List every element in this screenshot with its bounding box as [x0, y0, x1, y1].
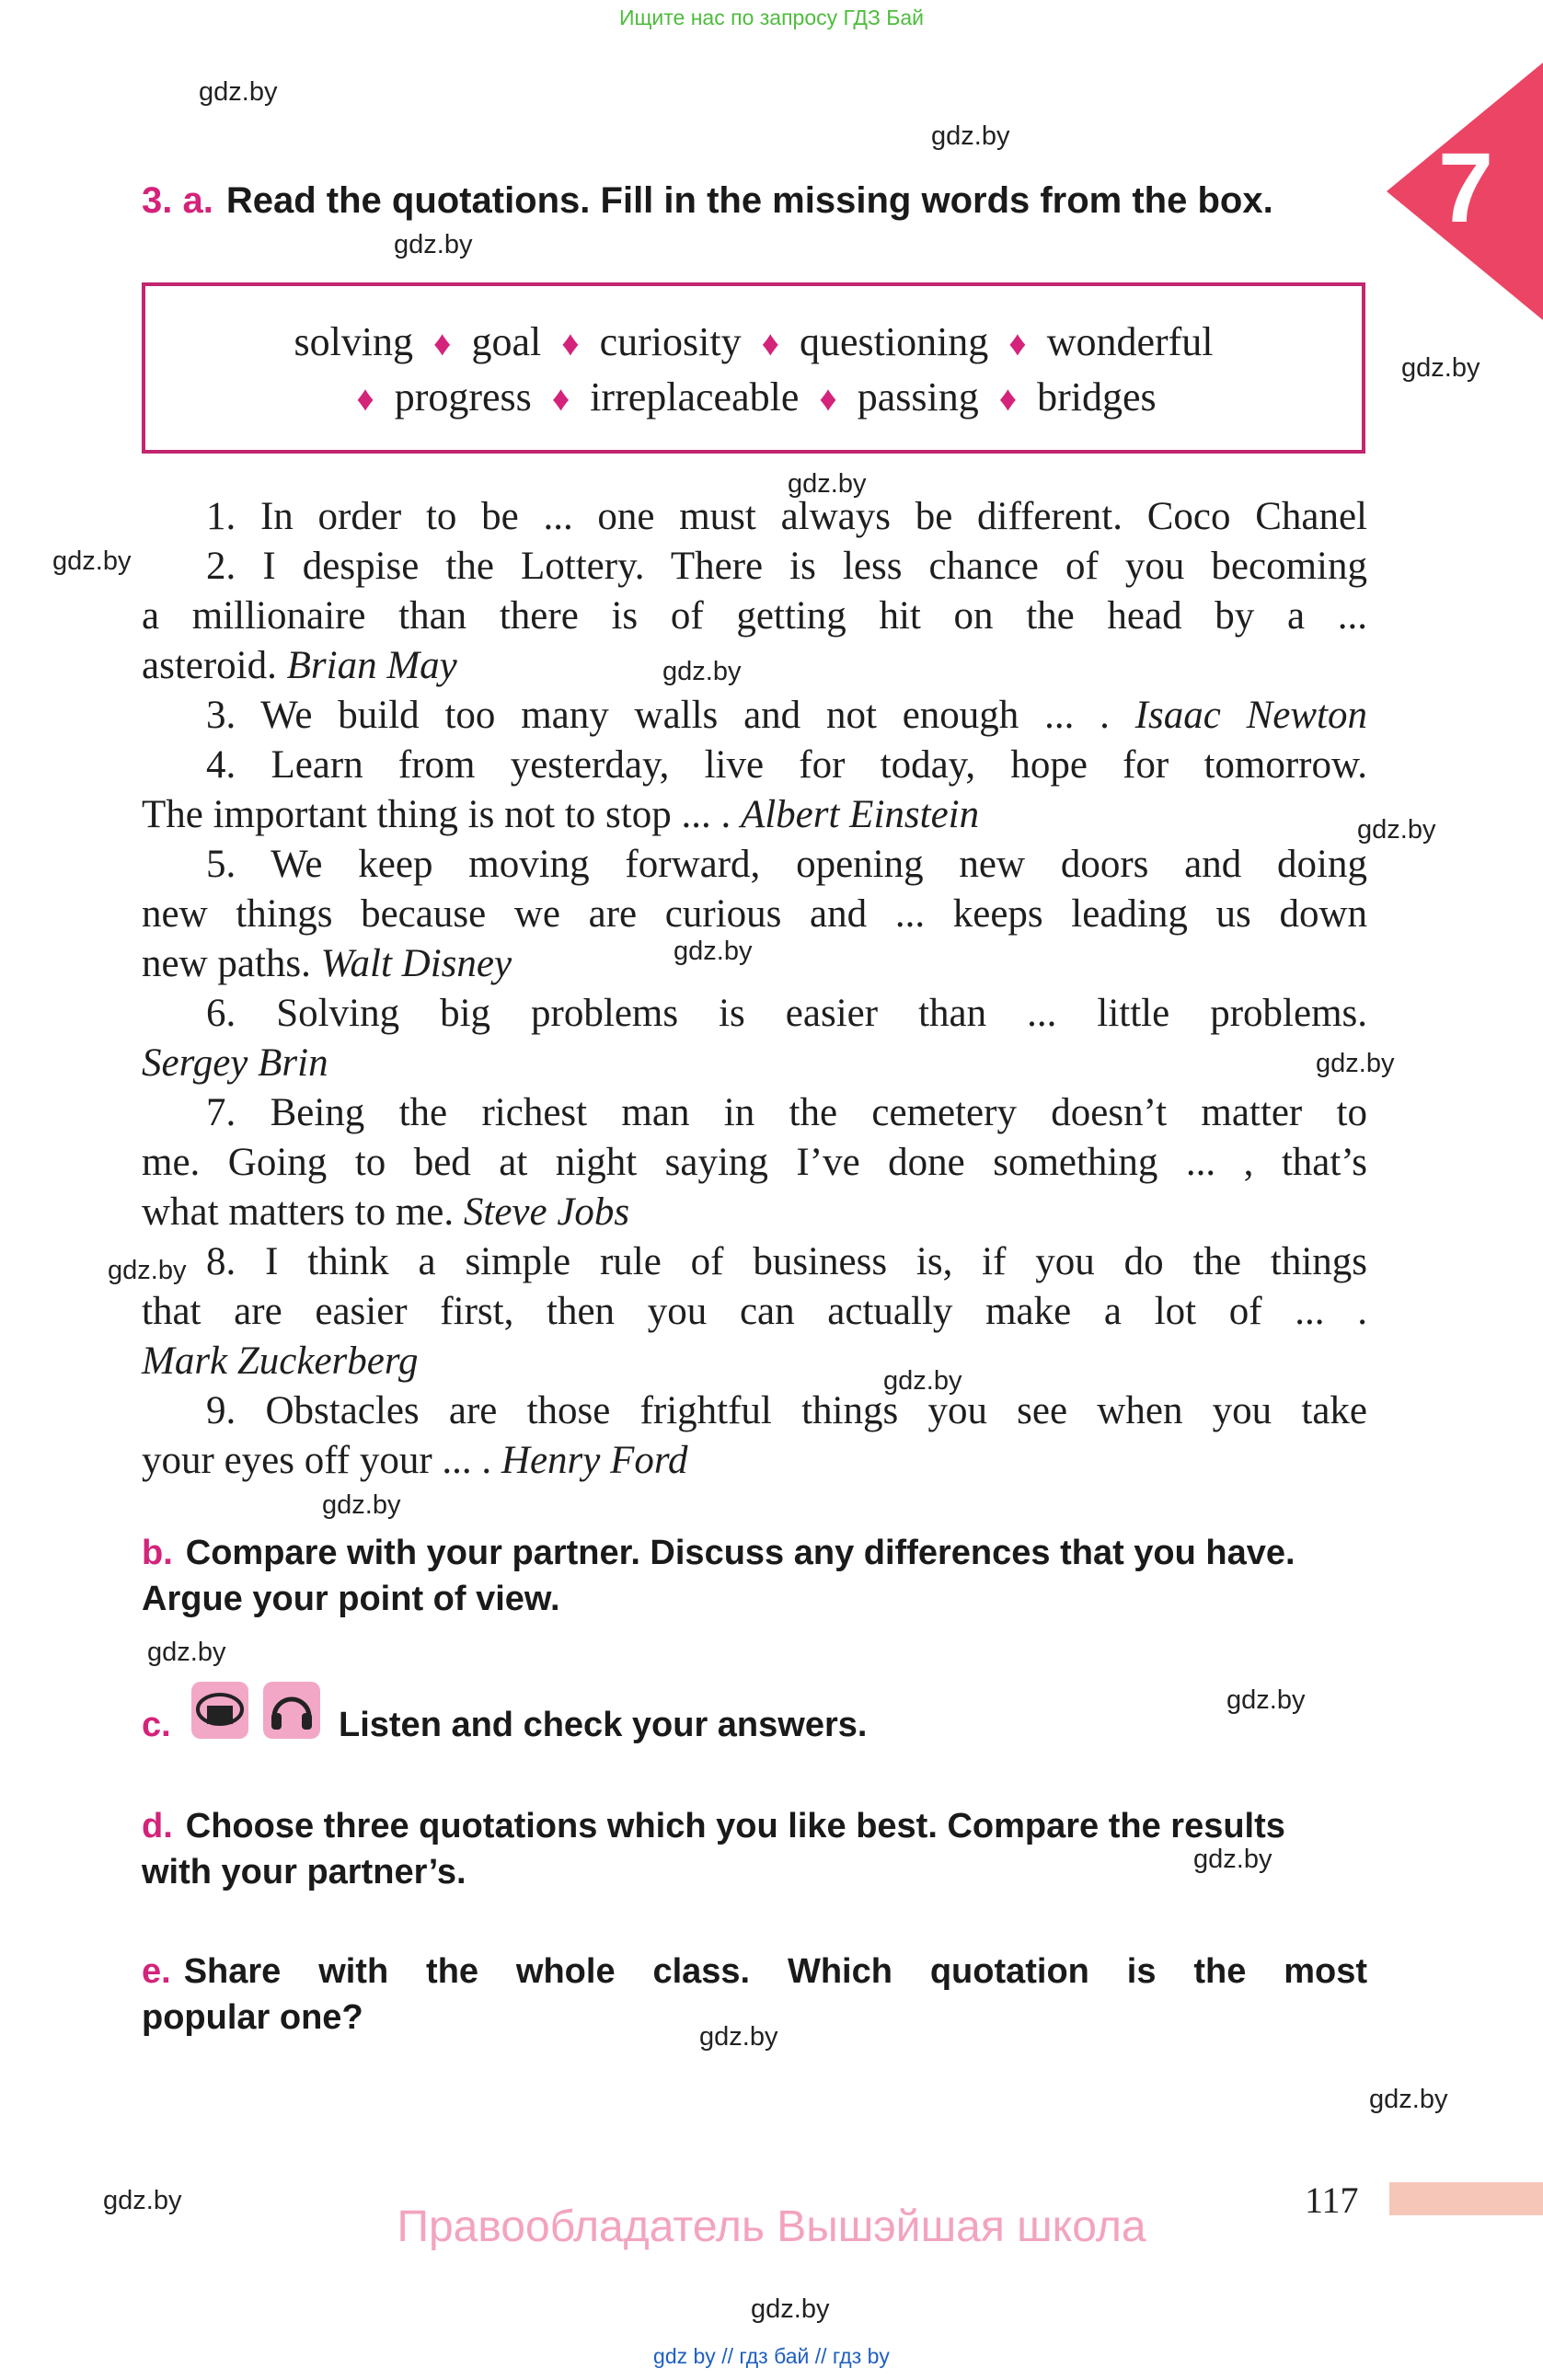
quote-text: what matters to me. [142, 1190, 464, 1234]
quote-line [142, 542, 1367, 592]
task-a-text: Read the quotations. Fill in the missing words from the box. [225, 180, 1273, 221]
quote-line [142, 1237, 1367, 1287]
word-box-row-2 [142, 374, 1365, 420]
diamond-icon: ♦ [551, 380, 570, 419]
quote-line [142, 492, 1367, 542]
task-b-line-1 [142, 1530, 1367, 1576]
diamond-icon: ♦ [561, 325, 580, 363]
word-wonderful: wonderful [1046, 319, 1214, 364]
quote-author: Walt Disney [320, 942, 512, 985]
diamond-icon: ♦ [1008, 325, 1027, 363]
watermark: gdz.by [108, 1256, 187, 1285]
watermark: gdz.by [103, 2186, 182, 2215]
quote-text: Obstacles are those frightful things you see when you take [265, 1389, 1368, 1432]
quote-line [142, 1188, 1367, 1237]
word-box-row-1 [142, 318, 1365, 365]
word-progress: progress [394, 374, 532, 420]
footer-links[interactable]: gdz by // гдз бай // гдз by [653, 2344, 890, 2368]
watermark: gdz.by [52, 546, 132, 576]
quote-number: 2. [206, 545, 263, 588]
task-c-text: Listen and check your answers. [339, 1706, 868, 1744]
watermark: gdz.by [199, 77, 278, 107]
quote-author: Steve Jobs [463, 1190, 630, 1234]
quote-line [142, 1337, 1367, 1386]
quote-text: that are easier first, then you can actually make a lot of ... . [142, 1290, 1367, 1333]
diamond-icon: ♦ [761, 325, 779, 363]
task-a-heading [142, 180, 1273, 222]
word-goal: goal [471, 319, 542, 364]
quote-text: asteroid. [142, 644, 287, 687]
quote-text: Learn from yesterday, live for today, hope for tomorrow. [271, 743, 1367, 787]
watermark: gdz.by [931, 121, 1010, 151]
top-banner: Ищите нас по запросу ГДЗ Бай [618, 6, 925, 29]
quote-text: a millionaire than there is of getting hit on the head by a ... [142, 594, 1367, 638]
word-box [142, 282, 1365, 454]
word-curiosity: curiosity [599, 319, 742, 364]
quote-line [142, 691, 1367, 741]
quote-number: 1. [206, 495, 260, 538]
word-bridges: bridges [1037, 374, 1157, 420]
task-d-text: Choose three quotations which you like best. Compare the results [185, 1807, 1285, 1845]
quote-line [142, 1287, 1367, 1337]
task-c-label-text: c. [142, 1706, 171, 1744]
quote-text: We keep moving forward, opening new doors and doing [271, 843, 1367, 886]
quote-author: Mark Zuckerberg [142, 1339, 419, 1383]
diamond-icon: ♦ [819, 380, 837, 419]
task-b-line-2: Argue your point of view. [142, 1580, 560, 1618]
quote-author: Sergey Brin [142, 1041, 328, 1085]
quote-line [142, 1039, 1367, 1088]
watermark: gdz.by [883, 1366, 962, 1396]
quote-line [142, 1088, 1367, 1138]
quote-text: I think a simple rule of business is, if you do the things [265, 1240, 1367, 1283]
quote-text: I despise the Lottery. There is less chance of you becoming [262, 545, 1367, 588]
watermark: gdz.by [662, 657, 742, 686]
chapter-number: 7 [1437, 132, 1494, 243]
task-b-label: b. [142, 1534, 173, 1572]
quote-number: 8. [206, 1240, 266, 1283]
quote-number: 4. [206, 743, 271, 787]
watermark: gdz.by [788, 469, 867, 499]
quote-number: 3. [206, 694, 261, 737]
quote-line [142, 1386, 1367, 1436]
quote-number: 7. [206, 1091, 271, 1134]
quote-line [142, 840, 1367, 890]
page-number: 117 [1305, 2179, 1359, 2221]
watermark: gdz.by [699, 2022, 778, 2052]
task-c-label [142, 1706, 184, 1745]
quote-text: me. Going to bed at night saying I’ve done something ... , that’s [142, 1141, 1367, 1184]
diamond-icon: ♦ [356, 380, 374, 419]
quote-text: The important thing is not to stop ... . [142, 793, 741, 836]
quote-text: Being the richest man in the cemetery doesn’t matter to [270, 1091, 1368, 1134]
quote-text: In order to be ... one must always be different. Coco Chanel [259, 495, 1368, 538]
task-e-line-1 [142, 1949, 1367, 1995]
quote-text: new paths. [142, 942, 321, 985]
watermark: gdz.by [674, 937, 753, 966]
watermark: gdz.by [1193, 1845, 1272, 1874]
quote-line [142, 790, 1367, 840]
copyright-notice: Правообладатель Вышэйшая школа [397, 2202, 1146, 2251]
quote-line [142, 939, 1367, 989]
watermark: gdz.by [1369, 2085, 1448, 2114]
watermark: gdz.by [1401, 353, 1480, 383]
quote-author: Albert Einstein [740, 793, 980, 836]
quote-author: Isaac Newton [1134, 694, 1367, 737]
diamond-icon: ♦ [433, 325, 452, 363]
watermark: gdz.by [394, 230, 473, 259]
quote-number: 9. [206, 1389, 266, 1432]
task-e-label: e. [142, 1952, 171, 1991]
quote-text: your eyes off your ... . [142, 1439, 501, 1482]
cd-disc-icon[interactable] [191, 1682, 248, 1739]
quote-line [142, 890, 1367, 939]
quote-text: We build too many walls and not enough ... . [260, 694, 1135, 737]
watermark: gdz.by [751, 2294, 830, 2324]
task-b-text: Compare with your partner. Discuss any differences that you have. [185, 1534, 1295, 1572]
quote-text: new things because we are curious and ... keeps leading us down [142, 892, 1367, 936]
task-d-line-2: with your partner’s. [142, 1853, 466, 1891]
watermark: gdz.by [322, 1490, 401, 1520]
word-irreplaceable: irreplaceable [590, 374, 800, 420]
quote-line [142, 741, 1367, 790]
headphones-icon[interactable] [263, 1682, 320, 1739]
task-e [142, 1949, 1367, 2041]
quote-line [142, 1138, 1367, 1188]
task-d [142, 1803, 1367, 1895]
watermark: gdz.by [147, 1638, 226, 1667]
word-passing: passing [857, 374, 979, 420]
quote-line [142, 641, 1367, 691]
task-d-label: d. [142, 1807, 173, 1845]
watermark: gdz.by [1357, 815, 1436, 845]
quote-author: Brian May [286, 644, 457, 687]
quote-line [142, 1436, 1367, 1486]
task-b [142, 1530, 1367, 1622]
watermark: gdz.by [1226, 1685, 1306, 1715]
task-e-line-2: popular one? [142, 1998, 363, 2037]
quote-number: 5. [206, 843, 271, 886]
diamond-icon: ♦ [998, 380, 1018, 419]
quote-line [142, 989, 1367, 1039]
task-e-text: Share with the whole class. Which quotation is the most [183, 1952, 1367, 1991]
quote-author: Henry Ford [501, 1439, 688, 1482]
word-solving: solving [294, 319, 414, 364]
quote-text: Solving big problems is easier than ... little problems. [276, 992, 1367, 1035]
task-d-line-1 [142, 1803, 1367, 1849]
watermark: gdz.by [1316, 1049, 1395, 1078]
word-questioning: questioning [799, 319, 989, 364]
quote-number: 6. [206, 992, 277, 1035]
task-a-label: 3. a. [142, 180, 213, 221]
quote-line [142, 592, 1367, 641]
